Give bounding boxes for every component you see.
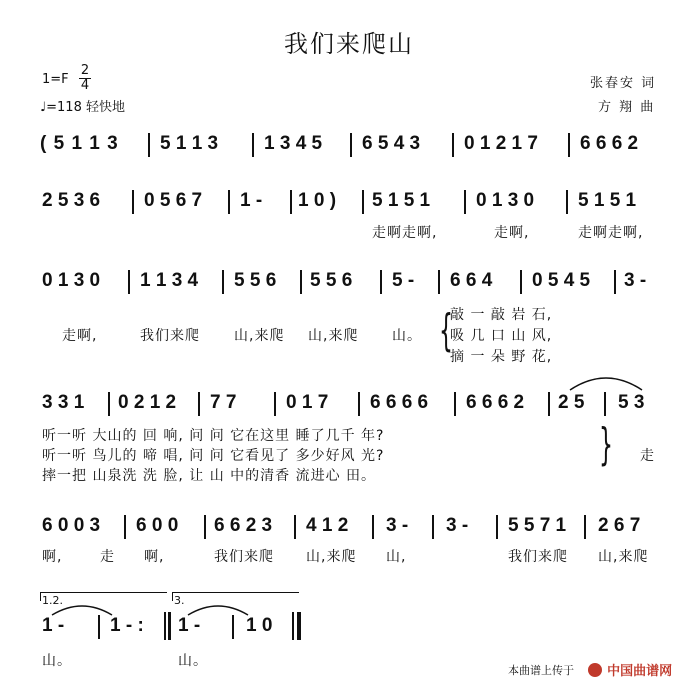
measure: 0 1 3 0	[42, 270, 101, 291]
site-name: 中国曲谱网	[607, 664, 673, 679]
measure: 1 0 )	[298, 190, 337, 211]
footer-text: 本曲谱上传于	[508, 664, 574, 677]
measure: 4 1 2	[306, 515, 349, 536]
barline	[584, 515, 586, 539]
measure: 2 5 3 6	[42, 190, 101, 211]
barline	[294, 515, 296, 539]
lyricist: 张春安 词	[590, 76, 657, 91]
measure: 1 - :	[110, 615, 144, 636]
verse-lyric-3: 摔一把 山泉洗 洗 脸, 让 山 中的清香 流进心 田。	[42, 468, 377, 484]
measure: 3 -	[624, 270, 647, 291]
measure: 5 5 6	[234, 270, 277, 291]
lyric: 走啊走啊,	[372, 225, 438, 241]
measure: 6 6 6 2	[466, 392, 525, 413]
barline	[350, 133, 352, 157]
barline	[496, 515, 498, 539]
tempo-marking	[40, 96, 125, 115]
song-title: 我们来爬山	[284, 30, 414, 58]
verse-lyric-2: 听一听 鸟儿的 啼 唱, 问 问 它看见了 多少好风 光?	[42, 448, 385, 464]
lyric: 啊,	[42, 549, 63, 565]
measure: 5 1 5 1	[578, 190, 637, 211]
barline	[358, 392, 360, 416]
logo-icon	[588, 663, 602, 677]
volta-bracket	[172, 592, 299, 601]
volta-label: 3.	[174, 594, 185, 607]
lyric: 山。	[392, 328, 422, 344]
barline	[568, 133, 570, 157]
lyric: 山,	[386, 549, 407, 565]
measure: 0 1 3 0	[476, 190, 535, 211]
lyric: 啊,	[144, 549, 165, 565]
composer: 方 翔 曲	[598, 100, 656, 115]
measure: 5 -	[392, 270, 415, 291]
measure: 3 -	[446, 515, 469, 536]
barline	[98, 615, 100, 639]
verse-lyric-2: 吸 几 口 山 风,	[450, 328, 553, 344]
measure: 5 1 1 3	[160, 133, 219, 154]
tie-arc	[566, 372, 646, 392]
measure: 5 5 6	[310, 270, 353, 291]
barline	[252, 133, 254, 157]
barline	[128, 270, 130, 294]
key-signature	[42, 72, 69, 87]
barline	[108, 392, 110, 416]
barline	[548, 392, 550, 416]
barline	[438, 270, 440, 294]
measure: 3 3 1	[42, 392, 85, 413]
measure: 0 1 7	[286, 392, 329, 413]
verse-lyric-1: 敲 一 敲 岩 石,	[450, 307, 553, 323]
measure: 5 1 5 1	[372, 190, 431, 211]
barline	[204, 515, 206, 539]
lyric: 山,来爬	[308, 328, 359, 344]
measure: 0 5 6 7	[144, 190, 203, 211]
barline	[454, 392, 456, 416]
tempo-text: =118 轻快地	[46, 100, 125, 115]
time-top: 2	[80, 63, 90, 78]
lyric: 山,来爬	[306, 549, 357, 565]
barline	[614, 270, 616, 294]
lyric: 山,来爬	[598, 549, 649, 565]
barline	[604, 392, 606, 416]
repeat-barline-thick	[168, 612, 171, 640]
barline	[300, 270, 302, 294]
measure: 6 0 0	[136, 515, 179, 536]
measure: 1 1 3 4	[140, 270, 199, 291]
measure: 0 5 4 5	[532, 270, 591, 291]
barline	[380, 270, 382, 294]
barline	[132, 190, 134, 214]
measure: 6 6 6 2	[580, 133, 639, 154]
lyric: 走	[640, 448, 655, 464]
verse-lyric-3: 摘 一 朵 野 花,	[450, 349, 553, 365]
tie-arc	[50, 603, 114, 617]
measure: 0 1 2 1 7	[464, 133, 538, 154]
measure: 6 6 4	[450, 270, 493, 291]
barline	[274, 392, 276, 416]
barline	[520, 270, 522, 294]
time-bottom: 4	[80, 78, 90, 93]
barline	[464, 190, 466, 214]
barline	[198, 392, 200, 416]
barline	[148, 133, 150, 157]
quarter-note-icon: ♩	[40, 100, 47, 115]
lyric: 走啊,	[494, 225, 530, 241]
site-logo[interactable]	[588, 659, 672, 679]
lyric: 山,来爬	[234, 328, 285, 344]
volta-label: 1.2.	[42, 594, 63, 607]
key-text: 1=F	[42, 72, 69, 87]
measure: 0 2 1 2	[118, 392, 177, 413]
measure: 1 -	[178, 615, 201, 636]
barline	[566, 190, 568, 214]
lyric: 走啊走啊,	[578, 225, 644, 241]
measure: 1 0	[246, 615, 273, 636]
barline	[452, 133, 454, 157]
barline	[432, 515, 434, 539]
verse-brace: {	[439, 305, 453, 356]
measure: 7 7	[210, 392, 237, 413]
lyric: 走啊,	[62, 328, 98, 344]
verse-brace-close: }	[599, 419, 613, 470]
measure: 5 5 7 1	[508, 515, 567, 536]
measure: 3 -	[386, 515, 409, 536]
measure: 1 -	[240, 190, 263, 211]
barline	[222, 270, 224, 294]
barline	[372, 515, 374, 539]
measure: 5 3	[618, 392, 645, 413]
measure: 1 -	[42, 615, 65, 636]
tie-arc	[186, 603, 250, 617]
measure: 2 6 7	[598, 515, 641, 536]
barline	[228, 190, 230, 214]
measure: 6 5 4 3	[362, 133, 421, 154]
lyric: 走	[100, 549, 115, 565]
final-barline	[292, 612, 294, 640]
repeat-barline	[164, 612, 166, 640]
measure: 6 6 2 3	[214, 515, 273, 536]
lyric: 我们来爬	[140, 328, 200, 344]
measure: 6 0 0 3	[42, 515, 101, 536]
final-barline-thick	[297, 612, 301, 640]
verse-lyric-1: 听一听 大山的 回 响, 问 问 它在这里 睡了几千 年?	[42, 428, 385, 444]
measure: ( 5 1 1 3	[40, 133, 118, 154]
barline	[124, 515, 126, 539]
measure: 6 6 6 6	[370, 392, 429, 413]
barline	[362, 190, 364, 214]
time-signature	[79, 64, 91, 93]
measure: 1 3 4 5	[264, 133, 323, 154]
lyric: 山。	[42, 653, 72, 669]
lyric: 山。	[178, 653, 208, 669]
barline	[290, 190, 292, 214]
lyric: 我们来爬	[214, 549, 274, 565]
barline	[232, 615, 234, 639]
lyric: 我们来爬	[508, 549, 568, 565]
measure: 2 5	[558, 392, 585, 413]
